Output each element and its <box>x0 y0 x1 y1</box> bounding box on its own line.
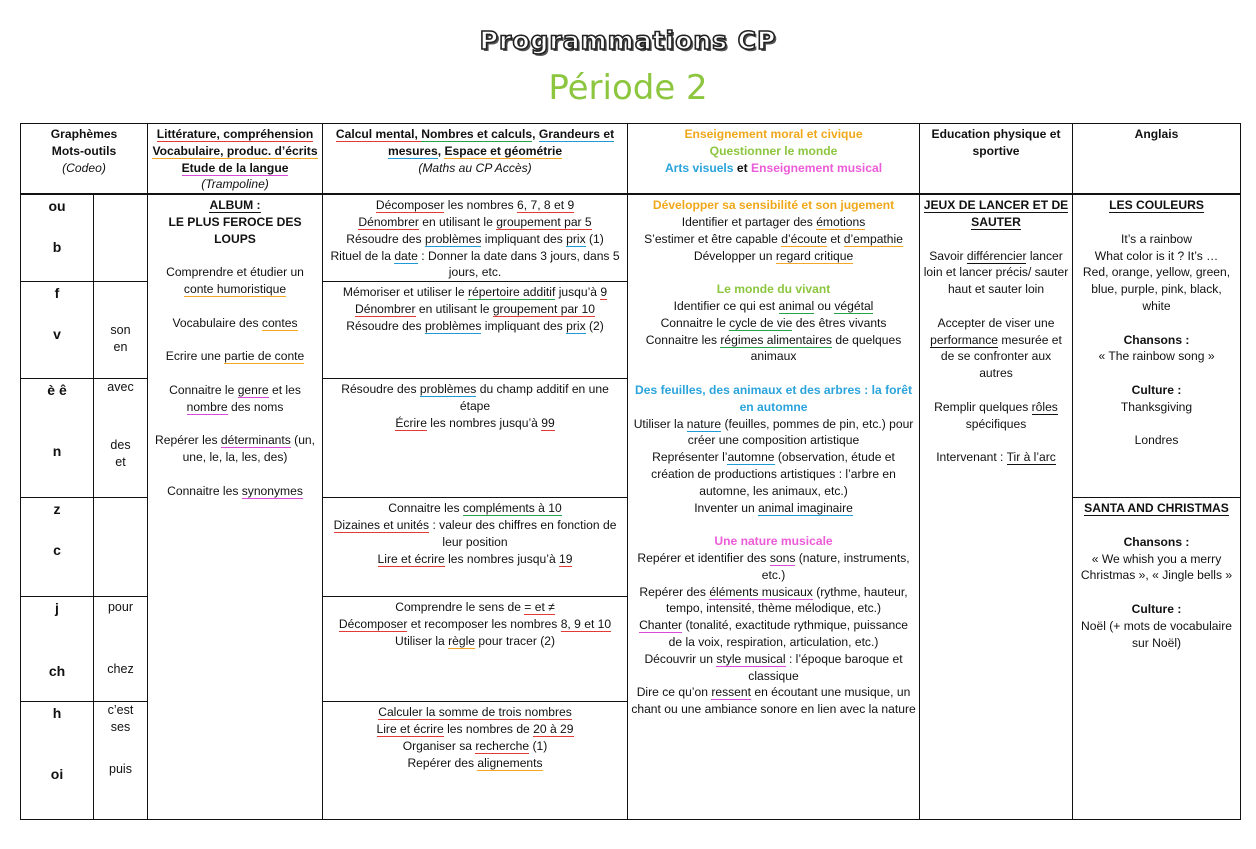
text-fragment: (observation, étude et création de productions artistiques : l’arbre en automne, les animaux, etc.) <box>651 450 896 498</box>
header-graphemes-line1: Graphèmes <box>50 127 118 141</box>
text-fragment: jusqu’à <box>555 285 601 300</box>
header-graphemes <box>21 124 148 195</box>
text-fragment: les nombres jusqu’à <box>426 415 542 430</box>
text-fragment: Mémoriser et utiliser le <box>342 285 468 300</box>
text-fragment: et recomposer les nombres <box>407 616 561 631</box>
eps-title: JEUX DE LANCER ET DE SAUTER <box>923 198 1069 229</box>
text-fragment <box>1076 517 1237 534</box>
text-fragment <box>1076 584 1237 601</box>
text-fragment: (feuilles, pommes de pin, etc.) pour créer une composition artistique <box>687 416 914 448</box>
text-fragment <box>1076 197 1237 214</box>
emc-section-title: Développer sa sensibilité et son jugement <box>652 198 895 213</box>
grapheme-cell <box>21 498 94 597</box>
header-maths <box>323 124 628 195</box>
album-title: LE PLUS FEROCE DES LOUPS <box>168 214 302 246</box>
text-fragment <box>151 298 319 315</box>
text-fragment: Organiser sa <box>402 738 476 753</box>
text-fragment <box>1076 365 1237 382</box>
text-fragment: ressent <box>711 685 751 700</box>
text-fragment <box>1076 416 1237 433</box>
text-fragment: Rituel de la <box>330 248 395 263</box>
emc-section-title: Le monde du vivant <box>716 282 831 297</box>
text-fragment: Culture : <box>1131 382 1182 397</box>
maths-cell <box>323 597 628 702</box>
text-fragment: Londres <box>1134 433 1179 448</box>
grapheme: h <box>52 705 62 722</box>
text-fragment: It’s a rainbow <box>1120 231 1193 246</box>
text-fragment: Ecrire une <box>165 349 225 364</box>
text-fragment: Dizaines et unités <box>333 517 430 532</box>
text-fragment: éléments musicaux <box>709 584 813 599</box>
header-graphemes-line3: (Codeo) <box>62 160 106 175</box>
text-fragment: Dire ce qu’on <box>636 685 712 700</box>
text-fragment: Connaitre les <box>645 332 721 347</box>
grapheme: n <box>52 443 62 460</box>
anglais-title: LES COULEURS <box>1109 198 1204 213</box>
text-fragment: Intervenant : <box>936 450 1007 465</box>
text-fragment <box>326 248 624 282</box>
text-fragment: sons <box>769 550 796 565</box>
text-fragment <box>631 231 916 248</box>
maths-cell <box>323 282 628 379</box>
text-fragment <box>631 500 916 517</box>
mot-outil: avec <box>107 380 134 395</box>
text-fragment: Connaitre le <box>660 315 730 330</box>
anglais-cell-1 <box>1073 194 1241 497</box>
text-fragment <box>631 584 916 618</box>
text-fragment: Résoudre des <box>341 382 420 397</box>
text-fragment: 6, 7, 8 et 9 <box>517 198 575 213</box>
mot-outil: pour <box>107 600 134 615</box>
text-fragment: les nombres de <box>443 721 534 736</box>
text-fragment: les nombres jusqu’à <box>444 551 560 566</box>
grapheme-cell <box>21 282 94 379</box>
text-fragment <box>631 651 916 685</box>
text-fragment <box>923 399 1069 433</box>
text-fragment: Repérer les <box>155 433 221 448</box>
text-fragment: Inventer un <box>694 500 759 515</box>
header-emc <box>628 124 920 195</box>
text-fragment <box>326 738 624 755</box>
text-fragment: performance <box>930 332 999 347</box>
header-maths-3: Grandeurs et <box>538 127 615 141</box>
text-fragment: (tonalité, exactitude rythmique, puissance de la voix, respiration, articulation, etc.) <box>668 618 908 649</box>
text-fragment: synonymes <box>241 483 303 498</box>
header-maths-sep2: , <box>437 143 445 158</box>
emc-cell <box>628 194 920 819</box>
text-fragment: en utilisant le <box>415 301 493 316</box>
header-lit-3: Etude de la langue <box>181 160 289 175</box>
text-fragment: Calculer la somme de trois nombres <box>378 705 572 720</box>
text-fragment <box>631 298 916 315</box>
text-fragment <box>326 301 624 318</box>
text-fragment: prix <box>566 231 586 246</box>
header-emc-4: Enseignement musical <box>751 160 883 175</box>
text-fragment <box>326 500 624 517</box>
text-fragment: (nature, instruments, etc.) <box>761 550 910 582</box>
grapheme: f <box>54 285 60 302</box>
grapheme-cell <box>21 379 94 498</box>
text-fragment <box>326 721 624 738</box>
text-fragment: règle <box>448 633 476 648</box>
text-fragment: animal <box>778 298 815 313</box>
grapheme: z <box>53 501 61 518</box>
text-fragment: Repérer et identifier des <box>637 550 770 565</box>
text-fragment: Représenter l’ <box>652 450 728 465</box>
text-fragment: de quelques animaux <box>750 332 902 364</box>
text-fragment: date <box>394 248 418 263</box>
text-fragment: groupement par 10 <box>492 301 596 316</box>
text-fragment: Remplir quelques <box>934 399 1032 414</box>
text-fragment: Identifier et partager des <box>681 214 817 229</box>
mot-outil: son <box>110 323 131 338</box>
text-fragment <box>631 160 916 177</box>
text-fragment <box>923 248 1069 298</box>
text-fragment <box>151 143 319 160</box>
text-fragment: (1) <box>529 738 548 753</box>
grapheme: j <box>55 600 59 617</box>
grapheme: ou <box>48 198 66 215</box>
text-fragment: What color is it ? It’s … <box>1094 248 1219 263</box>
text-fragment: Lire et écrire <box>377 551 445 566</box>
text-fragment: problèmes <box>419 382 477 397</box>
text-fragment: pour tracer (2) <box>475 633 555 648</box>
header-emc-sep: et <box>733 160 752 175</box>
text-fragment <box>923 231 1069 248</box>
mots-outils-cell <box>94 379 148 498</box>
maths-cell <box>323 194 628 281</box>
text-fragment: Red, orange, yellow, green, blue, purple, pink, black, white <box>1082 265 1231 313</box>
mots-outils-cell <box>94 597 148 702</box>
text-fragment: groupement par 5 <box>496 214 592 229</box>
mots-outils-cell <box>94 282 148 379</box>
text-fragment: genre <box>237 382 269 397</box>
text-fragment: Résoudre des <box>346 318 425 333</box>
lit-item <box>151 382 319 416</box>
text-fragment: Dénombrer <box>355 301 416 316</box>
text-fragment: Savoir <box>929 248 967 263</box>
text-fragment: spécifiques <box>965 416 1027 431</box>
header-maths-5: Espace et géométrie <box>444 143 563 158</box>
text-fragment <box>923 197 1069 231</box>
text-fragment <box>326 143 624 160</box>
text-fragment: problèmes <box>424 231 482 246</box>
text-fragment: Utiliser la <box>633 416 687 431</box>
grapheme: c <box>53 542 61 559</box>
text-fragment: impliquant des <box>481 318 567 333</box>
mot-outil: chez <box>107 662 134 677</box>
grapheme-cell <box>21 702 94 820</box>
text-fragment: Accepter de viser une <box>937 315 1055 330</box>
text-fragment: Comprendre le sens de <box>395 600 525 615</box>
text-fragment: ou <box>814 298 835 313</box>
text-fragment: Chansons : <box>1123 332 1190 347</box>
grapheme: ch <box>48 663 66 680</box>
text-fragment: Connaitre les <box>388 501 463 516</box>
header-litterature <box>148 124 323 195</box>
lit-item <box>151 432 319 466</box>
text-fragment: Noël (+ mots de vocabulaire sur Noël) <box>1081 618 1232 650</box>
text-fragment: Développer un <box>693 248 776 263</box>
text-fragment: Identifier ce qui est <box>673 298 779 313</box>
text-fragment <box>631 214 916 231</box>
text-fragment: problèmes <box>424 318 482 333</box>
text-fragment <box>326 551 624 568</box>
text-fragment: automne <box>727 450 775 465</box>
text-fragment: (rythme, hauteur, tempo, intensité, thème mélodique, etc.) <box>665 584 908 616</box>
text-fragment <box>631 416 916 450</box>
maths-cell <box>323 379 628 498</box>
text-fragment: S’estimer et être capable <box>644 231 782 246</box>
text-fragment: 8, 9 et 10 <box>560 616 612 631</box>
text-fragment: conte humoristique <box>183 282 287 297</box>
text-fragment: cycle de vie <box>729 315 793 330</box>
text-fragment: Connaitre le <box>169 382 238 397</box>
header-emc-3: Arts visuels <box>664 160 734 175</box>
text-fragment <box>151 126 319 143</box>
grapheme: oi <box>50 766 64 783</box>
text-fragment: Résoudre des <box>346 231 425 246</box>
lit-item <box>151 483 319 500</box>
text-fragment <box>151 416 319 433</box>
text-fragment: végétal <box>834 298 874 313</box>
text-fragment <box>151 466 319 483</box>
text-fragment: d’écoute <box>781 231 827 246</box>
text-fragment: mesurée et de se confronter aux autres <box>940 332 1062 381</box>
text-fragment: (2) <box>585 318 604 333</box>
text-fragment: Utiliser la <box>395 633 449 648</box>
mot-outil: c’est <box>107 703 134 718</box>
text-fragment: Lire et écrire <box>376 721 444 736</box>
text-fragment <box>1076 500 1237 517</box>
header-row <box>21 124 1241 195</box>
text-fragment <box>631 264 916 281</box>
text-fragment: Repérer des <box>639 584 710 599</box>
text-fragment: et <box>826 231 844 246</box>
text-fragment: « The rainbow song » <box>1098 349 1215 364</box>
header-maths-sep1: , <box>532 127 539 141</box>
header-maths-4: mesures <box>387 143 438 158</box>
grapheme-cell <box>21 194 94 281</box>
header-eps: Education physique et sportive <box>920 124 1073 195</box>
text-fragment <box>631 315 916 332</box>
text-fragment <box>923 298 1069 315</box>
maths-cell <box>323 702 628 820</box>
mot-outil: en <box>113 339 128 354</box>
lit-item <box>151 264 319 298</box>
text-fragment: Thanksgiving <box>1120 399 1193 414</box>
text-fragment: prix <box>566 318 586 333</box>
text-fragment: Chansons : <box>1123 534 1190 549</box>
text-fragment: 20 à 29 <box>533 721 574 736</box>
text-fragment <box>326 633 624 650</box>
text-fragment <box>631 332 916 366</box>
header-maths-6: (Maths au CP Accès) <box>418 160 532 175</box>
eps-cell <box>920 194 1073 819</box>
header-lit-1: Littérature, compréhension <box>156 127 314 141</box>
text-fragment: les nombres <box>444 198 518 213</box>
page-subtitle: Période 2 <box>548 68 708 108</box>
grapheme: v <box>53 326 61 343</box>
text-fragment <box>923 449 1069 466</box>
text-fragment <box>326 126 624 143</box>
text-fragment: : l’époque baroque et classique <box>748 651 903 683</box>
table-row <box>21 194 1241 281</box>
anglais-title: SANTA AND CHRISTMAS <box>1084 501 1229 516</box>
text-fragment: du champ additif en une étape <box>459 382 609 413</box>
page-title: Programmations CP <box>479 26 777 55</box>
text-fragment <box>326 616 624 633</box>
text-fragment <box>923 315 1069 382</box>
text-fragment: contes <box>261 315 298 330</box>
text-fragment: répertoire additif <box>467 285 556 300</box>
text-fragment: Chanter <box>639 618 683 633</box>
text-fragment: Vocabulaire des <box>172 315 262 330</box>
anglais-cell-2 <box>1073 498 1241 820</box>
header-graphemes-line2: Mots-outils <box>51 143 117 158</box>
text-fragment <box>923 432 1069 449</box>
text-fragment <box>326 197 624 214</box>
text-fragment <box>326 214 624 231</box>
header-maths-1: Calcul mental, <box>335 127 422 141</box>
mot-outil: des <box>110 438 131 453</box>
text-fragment: style musical <box>716 651 786 666</box>
text-fragment: (1) <box>585 231 604 246</box>
programmation-table <box>20 123 1241 820</box>
text-fragment: en utilisant le <box>418 214 497 229</box>
text-fragment: d’empathie <box>843 231 903 246</box>
text-fragment: Décomposer <box>338 616 408 631</box>
text-fragment: émotions <box>816 214 866 229</box>
text-fragment <box>1076 315 1237 332</box>
text-fragment: partie de conte <box>224 349 305 364</box>
text-fragment <box>326 381 624 415</box>
mots-outils-cell <box>94 498 148 597</box>
text-fragment <box>631 684 916 718</box>
text-fragment: Connaitre les <box>167 483 242 498</box>
lit-item <box>151 315 319 332</box>
litterature-cell <box>148 194 323 819</box>
text-fragment: régimes alimentaires <box>720 332 832 347</box>
text-fragment <box>151 160 319 177</box>
lit-item <box>151 348 319 365</box>
text-fragment <box>326 231 624 248</box>
text-fragment: recherche <box>475 738 530 753</box>
text-fragment <box>631 365 916 382</box>
text-fragment: rôles <box>1031 399 1058 414</box>
text-fragment: compléments à 10 <box>462 501 562 516</box>
text-fragment: en écoutant une musique, un chant ou une ambiance sonore en lien avec la nature <box>631 685 916 717</box>
grapheme-cell <box>21 597 94 702</box>
text-fragment: Décomposer <box>375 198 445 213</box>
text-fragment <box>326 318 624 335</box>
text-fragment <box>631 617 916 651</box>
text-fragment: nombre <box>186 399 228 414</box>
text-fragment: des noms <box>227 399 284 414</box>
text-fragment: Tir à l’arc <box>1006 450 1056 465</box>
text-fragment: Culture : <box>1131 601 1182 616</box>
text-fragment: nature <box>686 416 722 431</box>
text-fragment: (un, une, le, la, les, des) <box>182 433 316 465</box>
emc-section-title: Des feuilles, des animaux et des arbres : la forêt en automne <box>635 382 912 414</box>
text-fragment: Écrire <box>395 415 427 430</box>
text-fragment: impliquant des <box>481 231 567 246</box>
header-emc-1: Enseignement moral et civique <box>684 127 863 141</box>
mots-outils-cell <box>94 194 148 281</box>
text-fragment: 99 <box>541 415 555 430</box>
text-fragment <box>151 197 319 214</box>
text-fragment <box>326 599 624 616</box>
grapheme: è ê <box>47 382 67 399</box>
text-fragment <box>326 755 624 772</box>
text-fragment: différencier <box>966 248 1027 263</box>
text-fragment <box>631 550 916 584</box>
mot-outil: puis <box>109 761 132 776</box>
text-fragment <box>151 332 319 349</box>
text-fragment: et les <box>268 382 301 397</box>
header-lit-2: Vocabulaire, produc. d’écrits <box>152 143 318 158</box>
text-fragment <box>631 516 916 533</box>
text-fragment <box>151 365 319 382</box>
album-label: ALBUM : <box>209 198 261 213</box>
header-anglais: Anglais <box>1073 124 1241 195</box>
text-fragment: Comprendre et étudier un <box>166 265 304 280</box>
text-fragment: 19 <box>559 551 573 566</box>
text-fragment: déterminants <box>220 433 291 448</box>
text-fragment <box>923 382 1069 399</box>
text-fragment <box>1076 214 1237 231</box>
text-fragment <box>326 415 624 432</box>
text-fragment <box>151 248 319 265</box>
maths-cell <box>323 498 628 597</box>
text-fragment: regard critique <box>775 248 854 263</box>
mot-outil: ses <box>110 719 131 734</box>
emc-section-title: Une nature musicale <box>714 534 833 549</box>
text-fragment: : valeur des chiffres en fonction de leur position <box>429 517 617 549</box>
text-fragment <box>326 517 624 551</box>
text-fragment: des êtres vivants <box>792 315 887 330</box>
mot-outil: et <box>115 454 126 469</box>
text-fragment: Repérer des <box>407 755 478 770</box>
text-fragment: animal imaginaire <box>758 500 853 515</box>
text-fragment: 9 <box>600 285 608 300</box>
text-fragment: = et ≠ <box>524 600 555 615</box>
text-fragment: « We whish you a merry Christmas », « Jingle bells » <box>1080 551 1233 583</box>
header-emc-2: Questionner le monde <box>709 143 838 158</box>
text-fragment: : Donner la date dans 3 jours, dans 5 jours, etc. <box>417 248 620 280</box>
text-fragment <box>631 449 916 499</box>
header-lit-4: (Trampoline) <box>201 177 269 192</box>
grapheme: b <box>52 239 62 256</box>
text-fragment: lancer loin et lancer précis/ sauter haut et sauter loin <box>923 248 1069 297</box>
text-fragment: Dénombrer <box>358 214 419 229</box>
mots-outils-cell <box>94 702 148 820</box>
text-fragment <box>326 704 624 721</box>
text-fragment <box>326 284 624 301</box>
header-maths-2: Nombres et calculs <box>421 127 533 141</box>
text-fragment: Découvrir un <box>644 651 717 666</box>
text-fragment <box>631 248 916 265</box>
text-fragment: alignements <box>477 755 543 770</box>
